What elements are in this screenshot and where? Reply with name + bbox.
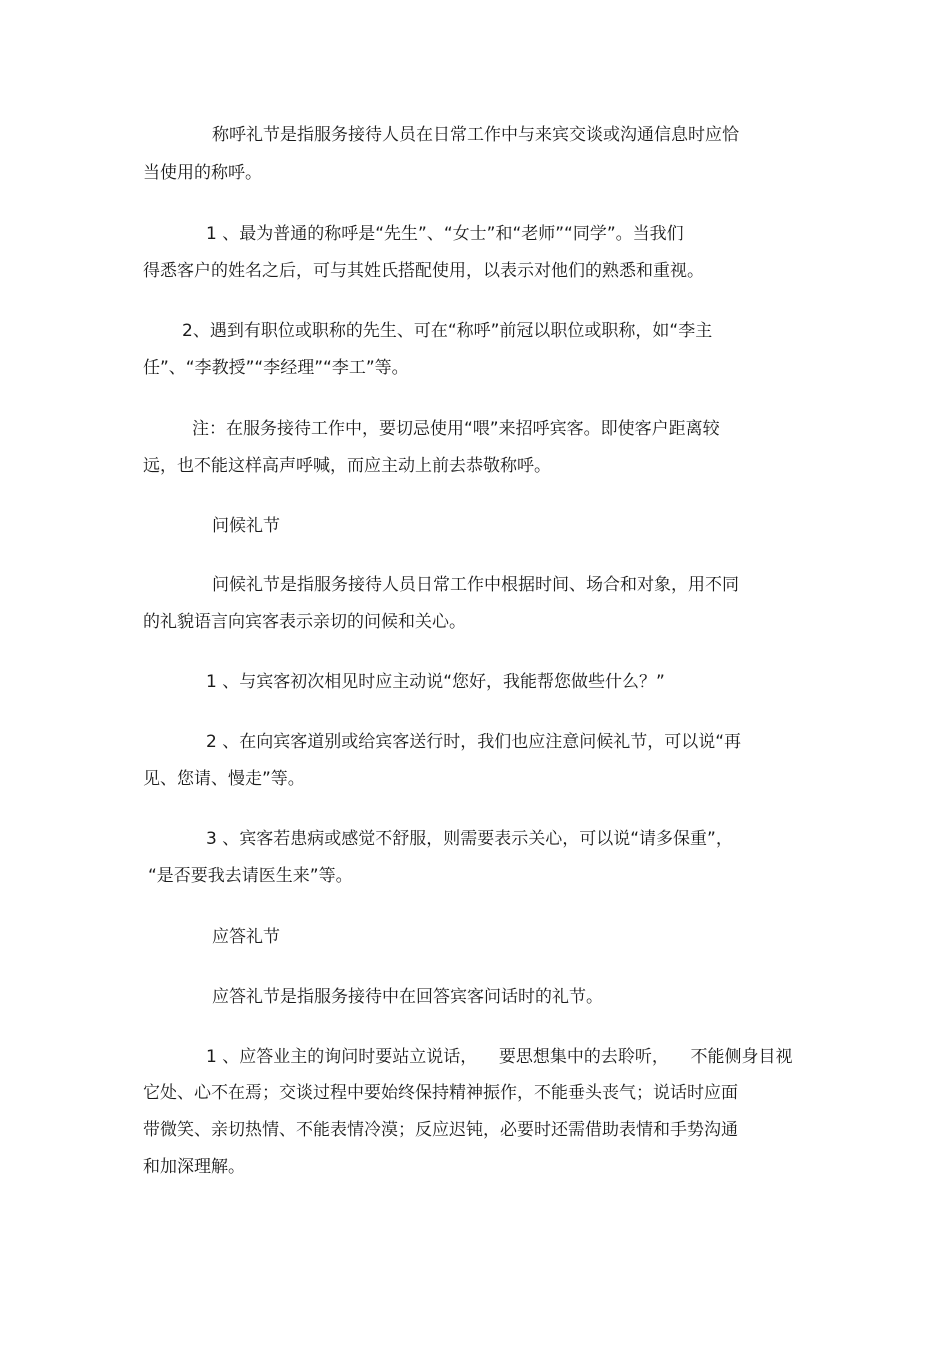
paragraph-line: 当使用的称呼。: [143, 163, 262, 183]
paragraph-line: “是否要我去请医生来”等。: [148, 866, 353, 886]
paragraph-line: 带微笑、亲切热情、不能表情冷漠；反应迟钝，必要时还需借助表情和手势沟通: [143, 1120, 738, 1140]
paragraph-line: 1 、最为普通的称呼是“先生”、“女士”和“老师”“同学”。当我们: [206, 224, 684, 244]
paragraph-line: 见、您请、慢走”等。: [143, 769, 305, 789]
paragraph-line: 2 、在向宾客道别或给宾客送行时，我们也应注意问候礼节，可以说“再: [206, 732, 742, 752]
paragraph-line: 任”、“李教授”“李经理”“李工”等。: [143, 358, 409, 378]
paragraph-line: 2、遇到有职位或职称的先生、可在“称呼”前冠以职位或职称，如“李主: [182, 321, 713, 341]
paragraph-line: 称呼礼节是指服务接待人员在日常工作中与来宾交谈或沟通信息时应恰: [212, 125, 739, 145]
paragraph-line: 注：在服务接待工作中，要切忌使用“喂”来招呼宾客。即使客户距离较: [192, 419, 720, 439]
paragraph-line: 应答礼节是指服务接待中在回答宾客问话时的礼节。: [212, 987, 603, 1007]
paragraph-line: 3 、宾客若患病或感觉不舒服，则需要表示关心，可以说“请多保重”，: [206, 829, 733, 849]
section-heading: 问候礼节: [212, 516, 280, 536]
paragraph-line: 的礼貌语言向宾客表示亲切的问候和关心。: [143, 612, 466, 632]
section-heading: 应答礼节: [212, 927, 280, 947]
paragraph-line: 问候礼节是指服务接待人员日常工作中根据时间、场合和对象，用不同: [212, 575, 739, 595]
paragraph-line: 得悉客户的姓名之后，可与其姓氏搭配使用，以表示对他们的熟悉和重视。: [143, 261, 704, 281]
paragraph-line: 和加深理解。: [143, 1157, 245, 1177]
paragraph-line: 它处、心不在焉；交谈过程中要始终保持精神振作，不能垂头丧气；说话时应面: [143, 1083, 738, 1103]
paragraph-line: 1 、应答业主的询问时要站立说话， 要思想集中的去聆听， 不能侧身目视: [206, 1047, 793, 1067]
paragraph-line: 1 、与宾客初次相见时应主动说“您好，我能帮您做些什么？”: [206, 672, 665, 692]
paragraph-line: 远，也不能这样高声呼喊，而应主动上前去恭敬称呼。: [143, 456, 551, 476]
